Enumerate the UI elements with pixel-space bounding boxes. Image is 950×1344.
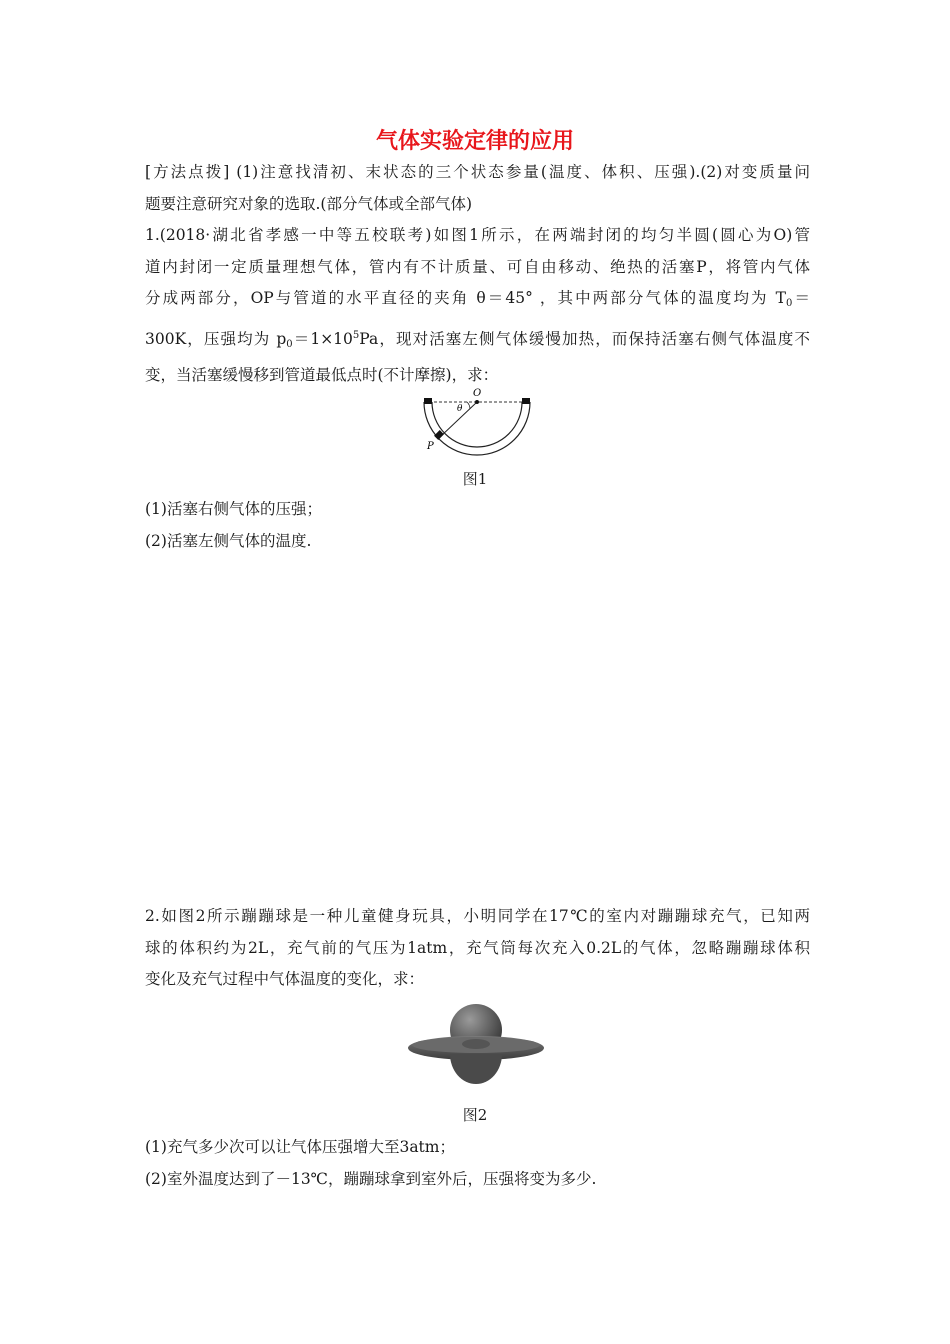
subquestion: (2)活塞左侧气体的温度. — [145, 531, 312, 550]
question-1-line: 道内封闭一定质量理想气体，管内有不计质量、可自由移动、绝热的活塞P，将管内气体 — [145, 257, 810, 276]
question-2-line: 球的体积约为2L，充气前的气压为1atm，充气筒每次充入0.2L的气体，忽略蹦蹦球体积 — [145, 938, 810, 957]
ball-hub — [462, 1039, 490, 1049]
label-p: P — [427, 441, 434, 452]
ball-bottom — [450, 1054, 502, 1084]
left-closed-end — [424, 398, 432, 404]
subquestion: (1)活塞右侧气体的压强； — [145, 500, 322, 518]
question-1-line: 分成两部分，OP与管道的水平直径的夹角 θ＝45° ，其中两部分气体的温度均为 $T_0=$ — [145, 289, 810, 309]
center-point-o — [475, 400, 479, 404]
question-2-line: 变化及充气过程中气体温度的变化，求： — [145, 970, 425, 988]
question-1-line: 1.(2018·湖北省孝感一中等五校联考)如图1所示，在两端封闭的均匀半圆(圆心为O)管 — [145, 226, 810, 244]
right-closed-end — [522, 398, 530, 404]
question-1-subquestions — [145, 494, 810, 557]
angle-arc — [467, 402, 470, 409]
label-theta: θ — [457, 404, 463, 414]
tube-inner-wall — [432, 402, 522, 447]
question-1-line: 变，当活塞缓慢移到管道最低点时(不计摩擦)，求： — [145, 366, 499, 384]
semicircle-tube-figure — [412, 382, 542, 458]
subquestion: (2)室外温度达到了－13℃，蹦蹦球拿到室外后，压强将变为多少. — [145, 1169, 597, 1188]
label-o: O — [473, 388, 482, 399]
question-1 — [145, 220, 810, 392]
question-2-subquestions — [145, 1132, 810, 1195]
figure-1-caption: 图1 — [462, 470, 488, 488]
method-tip — [145, 157, 810, 220]
question-1-line: 300K，压强均为 $p_0=1\times 10^5Pa$，现对活塞左侧气体缓慢加热，而保持活塞右侧气体温度不 — [145, 329, 811, 350]
bouncing-ball-figure — [404, 1002, 548, 1092]
page-title: 气体实验定律的应用 — [375, 129, 574, 154]
method-tip-line: [方法点拨] (1)注意找清初、末状态的三个状态参量(温度、体积、压强).(2)对变质量问 — [145, 163, 810, 181]
figure-2-caption: 图2 — [462, 1106, 488, 1124]
subquestion: (1)充气多少次可以让气体压强增大至3atm； — [145, 1138, 455, 1156]
question-2-line: 2.如图2所示蹦蹦球是一种儿童健身玩具，小明同学在17℃的室内对蹦蹦球充气，已知两 — [145, 907, 810, 925]
question-2 — [145, 901, 810, 996]
method-tip-line: 题要注意研究对象的选取.(部分气体或全部气体) — [145, 194, 473, 213]
